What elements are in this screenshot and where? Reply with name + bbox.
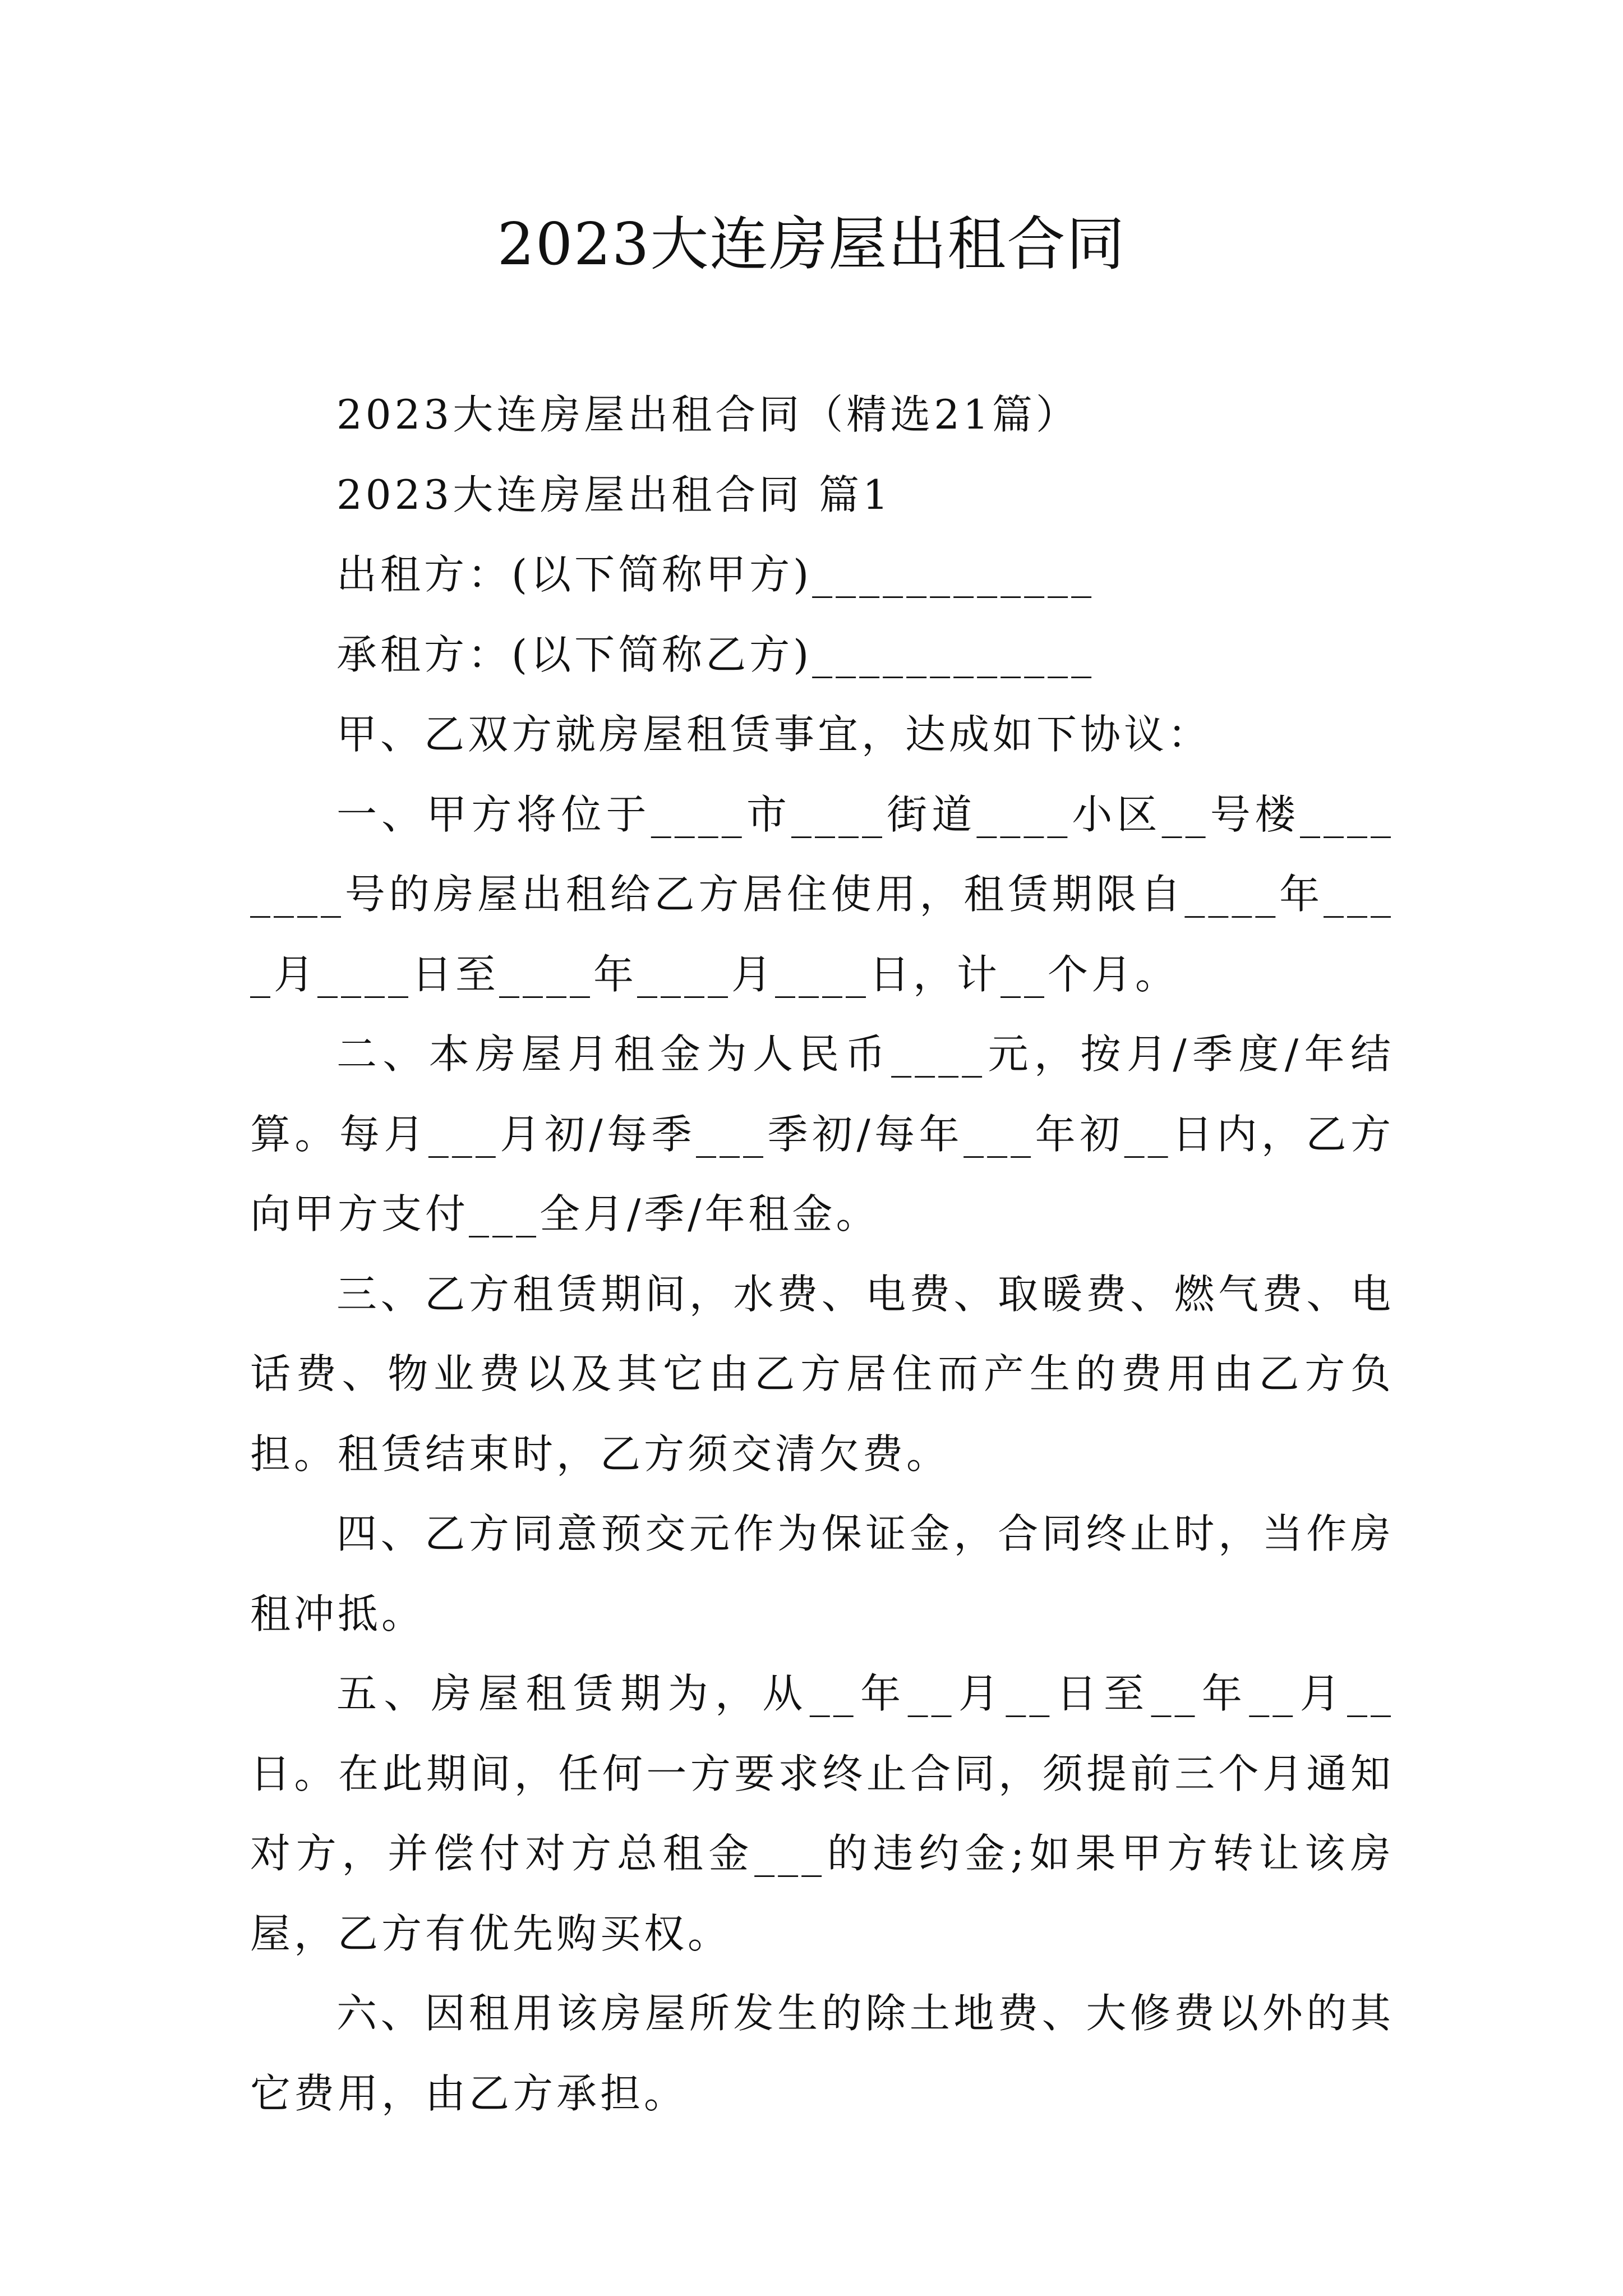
paragraph-subtitle: 2023大连房屋出租合同（精选21篇） xyxy=(336,391,1080,438)
document-body xyxy=(250,375,1394,2133)
paragraph-lessee: 承租方：(以下简称乙方)____________ xyxy=(336,631,1095,678)
paragraph-clause-1: 一、甲方将位于____市____街道____小区__号楼________号的房屋出租给乙方居住使用，租赁期限自____年____月____日至____年____月____日，计__个月。 xyxy=(250,790,1394,998)
paragraph-clause-2: 二、本房屋月租金为人民币____元，按月/季度/年结算。每月___月初/每季___季初/每年___年初__日内，乙方向甲方支付___全月/季/年租金。 xyxy=(250,1030,1394,1237)
paragraph-clause-4: 四、乙方同意预交元作为保证金，合同终止时，当作房租冲抵。 xyxy=(250,1510,1394,1637)
paragraph-clause-3: 三、乙方租赁期间，水费、电费、取暖费、燃气费、电话费、物业费以及其它由乙方居住而产生的费用由乙方负担。租赁结束时，乙方须交清欠费。 xyxy=(250,1270,1394,1478)
paragraph-agreement-intro: 甲、乙双方就房屋租赁事宜，达成如下协议： xyxy=(336,711,1212,758)
paragraph-lessor: 出租方：(以下简称甲方)____________ xyxy=(336,551,1095,598)
paragraph-clause-6: 六、因租用该房屋所发生的除土地费、大修费以外的其它费用，由乙方承担。 xyxy=(250,1990,1394,2117)
paragraph-clause-5: 五、房屋租赁期为，从__年__月__日至__年__月__日。在此期间，任何一方要求终止合同，须提前三个月通知对方，并偿付对方总租金___的违约金;如果甲方转让该房屋，乙方有优先购买权。 xyxy=(250,1670,1394,1957)
paragraph-section-heading: 2023大连房屋出租合同 篇1 xyxy=(336,471,892,518)
document-title: 2023大连房屋出租合同 xyxy=(497,210,1126,278)
